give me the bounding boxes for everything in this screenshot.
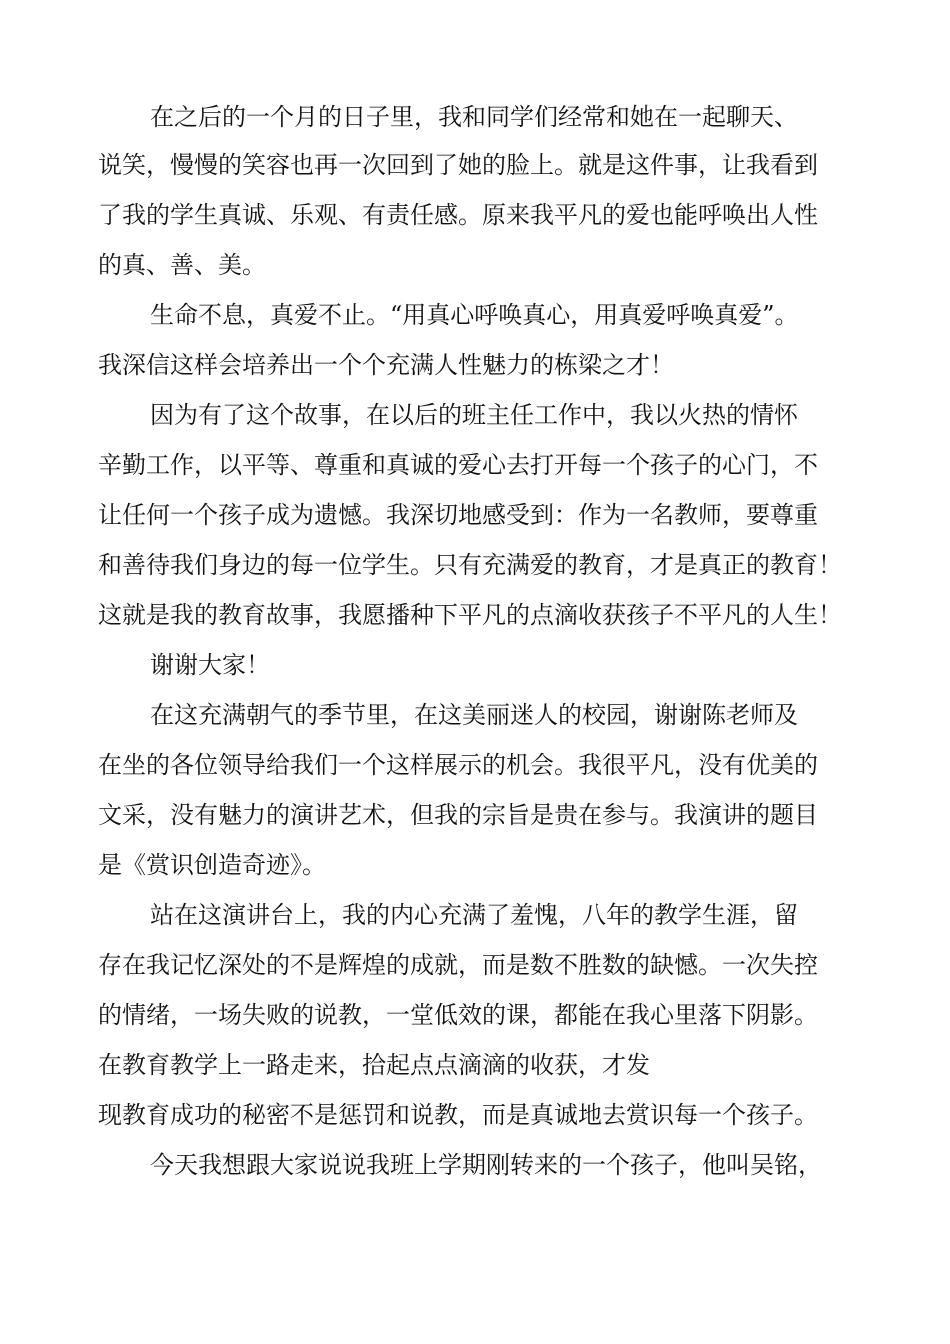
text-line: 我深信这样会培养出一个个充满人性魅力的栋梁之才！ [98,351,674,379]
text-line: 站在这演讲台上，我的内心充满了羞愧，八年的教学生涯，留 [150,901,798,929]
text-line: 在这充满朝气的季节里，在这美丽迷人的校园，谢谢陈老师及 [150,701,798,729]
text-line: 在教育教学上一路走来，拾起点点滴滴的收获，才发 [98,1051,650,1079]
text-line: 文采，没有魅力的演讲艺术，但我的宗旨是贵在参与。我演讲的题目 [98,801,818,829]
text-line: 是《赏识创造奇迹》。 [98,851,326,879]
text-line: 让任何一个孩子成为遗憾。我深切地感受到：作为一名教师，要尊重 [98,501,818,529]
text-line: 辛勤工作，以平等、尊重和真诚的爱心去打开每一个孩子的心门，不 [98,451,818,479]
text-line: 谢谢大家！ [150,651,270,679]
text-line: 在之后的一个月的日子里，我和同学们经常和她在一起聊天、 [150,103,798,131]
text-line: 和善待我们身边的每一位学生。只有充满爱的教育，才是真正的教育！ [98,551,842,579]
text-line: 生命不息，真爱不止。“用真心呼唤真心，用真爱呼唤真爱”。 [150,301,799,329]
text-line: 说笑，慢慢的笑容也再一次回到了她的脸上。就是这件事，让我看到 [98,151,818,179]
text-line: 在坐的各位领导给我们一个这样展示的机会。我很平凡，没有优美的 [98,751,818,779]
text-line: 的真、善、美。 [98,251,266,279]
text-line: 因为有了这个故事，在以后的班主任工作中，我以火热的情怀 [150,401,798,429]
text-line: 这就是我的教育故事，我愿播种下平凡的点滴收获孩子不平凡的人生！ [98,601,842,629]
text-line: 现教育成功的秘密不是惩罚和说教，而是真诚地去赏识每一个孩子。 [98,1101,818,1129]
text-line: 的情绪，一场失败的说教，一堂低效的课，都能在我心里落下阴影。 [98,1001,818,1029]
text-line: 了我的学生真诚、乐观、有责任感。原来我平凡的爱也能呼唤出人性 [98,201,818,229]
text-line: 存在我记忆深处的不是辉煌的成就，而是数不胜数的缺憾。一次失控 [98,951,818,979]
text-line: 今天我想跟大家说说我班上学期刚转来的一个孩子，他叫吴铭， [150,1151,822,1179]
